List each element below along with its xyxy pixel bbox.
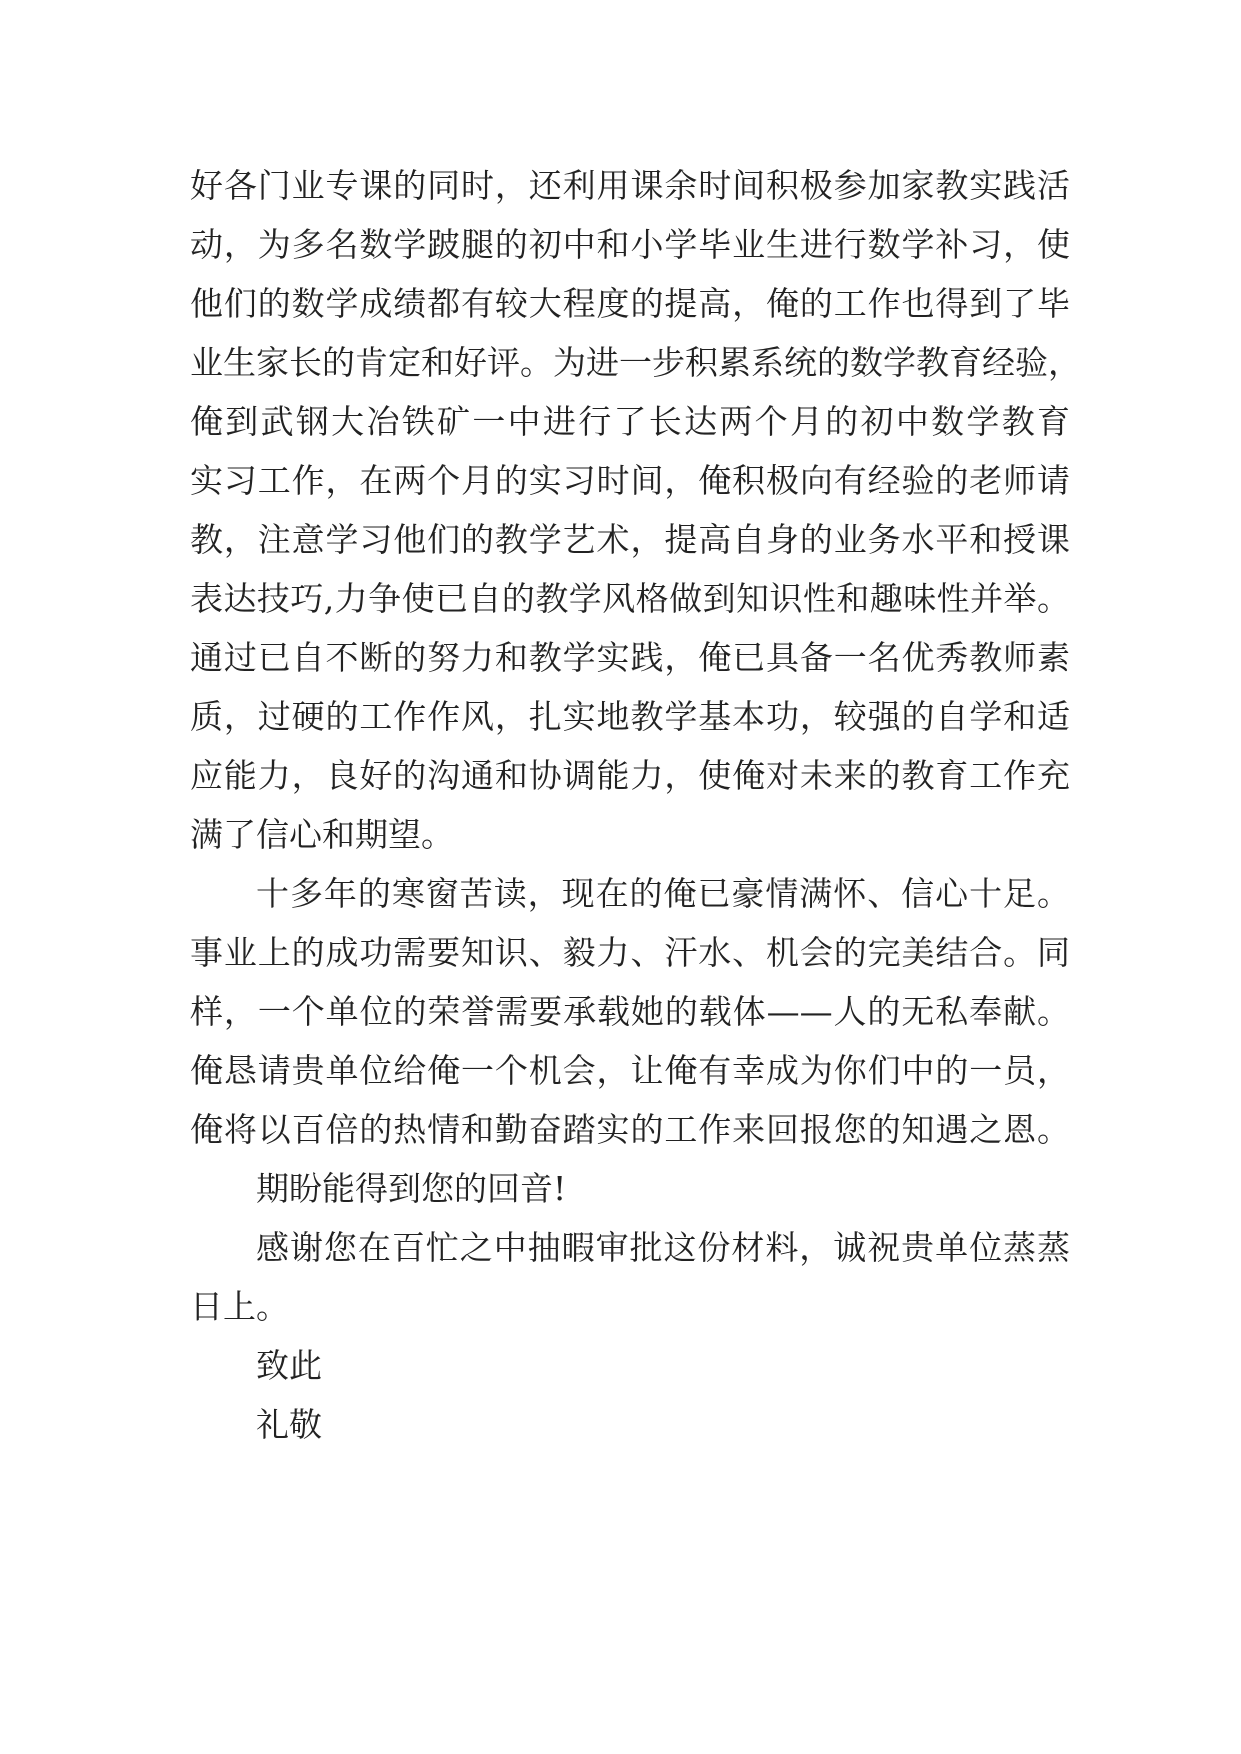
text-line: 十多年的寒窗苦读，现在的俺已豪情满怀、信心十足。 bbox=[256, 874, 1070, 913]
text-line: 动，为多名数学跛腿的初中和小学毕业生进行数学补习，使 bbox=[190, 225, 1070, 264]
text-line: 期盼能得到您的回音! bbox=[256, 1169, 567, 1208]
text-line: 实习工作，在两个月的实习时间，俺积极向有经验的老师请 bbox=[190, 461, 1070, 500]
paragraph-thanks bbox=[190, 1218, 1070, 1336]
text-line: 应能力，良好的沟通和协调能力，使俺对未来的教育工作充 bbox=[190, 756, 1070, 795]
paragraph-aspiration bbox=[190, 864, 1070, 1159]
text-line: 满了信心和期望。 bbox=[190, 815, 454, 854]
paragraph-hope-reply bbox=[190, 1159, 1070, 1218]
text-line: 教，注意学习他们的教学艺术，提高自身的业务水平和授课 bbox=[190, 520, 1070, 559]
text-line: 质，过硬的工作作风，扎实地教学基本功，较强的自学和适 bbox=[190, 697, 1070, 736]
letter-body bbox=[190, 156, 1081, 1454]
text-line: 事业上的成功需要知识、毅力、汗水、机会的完美结合。同 bbox=[190, 933, 1070, 972]
text-line: 他们的数学成绩都有较大程度的提高，俺的工作也得到了毕 bbox=[190, 284, 1070, 323]
text-line: 日上。 bbox=[190, 1287, 289, 1326]
text-line: 好各门业专课的同时，还利用课余时间积极参加家教实践活 bbox=[190, 166, 1070, 205]
text-line: 样，一个单位的荣誉需要承载她的载体——人的无私奉献。 bbox=[190, 992, 1070, 1031]
text-line: 致此 bbox=[256, 1346, 322, 1385]
text-line: 礼敬 bbox=[256, 1405, 322, 1444]
text-line: 感谢您在百忙之中抽暇审批这份材料，诚祝贵单位蒸蒸 bbox=[256, 1228, 1070, 1267]
text-line: 表达技巧,力争使已自的教学风格做到知识性和趣味性并举。 bbox=[190, 579, 1070, 618]
text-line: 俺将以百倍的热情和勤奋踏实的工作来回报您的知遇之恩。 bbox=[190, 1110, 1070, 1149]
text-line: 通过已自不断的努力和教学实践，俺已具备一名优秀教师素 bbox=[190, 638, 1070, 677]
text-line: 业生家长的肯定和好评。为进一步积累系统的数学教育经验， bbox=[190, 343, 1081, 382]
text-line: 俺到武钢大冶铁矿一中进行了长达两个月的初中数学教育 bbox=[190, 402, 1070, 441]
text-line: 俺恳请贵单位给俺一个机会，让俺有幸成为你们中的一员， bbox=[190, 1051, 1070, 1090]
paragraph-qualifications bbox=[190, 156, 1081, 864]
closing-zhici bbox=[190, 1336, 1070, 1395]
closing-lijing bbox=[190, 1395, 1070, 1454]
